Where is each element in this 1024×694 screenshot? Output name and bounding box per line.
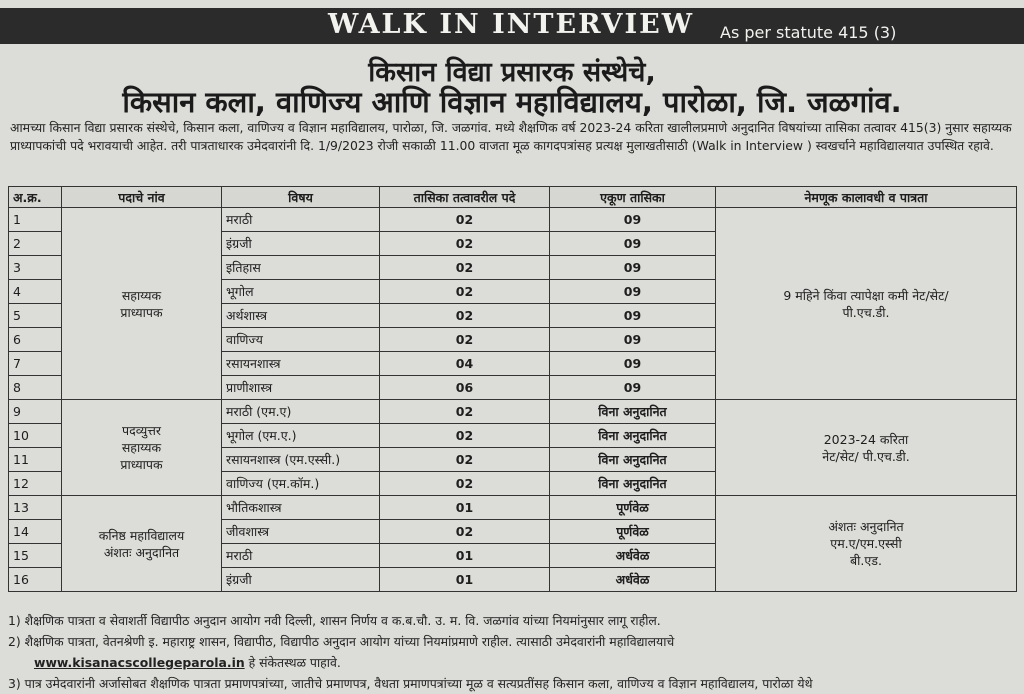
cell-subject: वाणिज्य (एम.कॉम.)	[222, 472, 380, 496]
banner-title: WALK IN INTERVIEW	[328, 9, 695, 40]
cell-subject: इंग्रजी	[222, 232, 380, 256]
header-subject: विषय	[222, 187, 380, 208]
cell-posts: 02	[380, 520, 550, 544]
cell-hours: 09	[550, 376, 716, 400]
cell-serial: 12	[9, 472, 62, 496]
cell-serial: 7	[9, 352, 62, 376]
cell-serial: 14	[9, 520, 62, 544]
cell-serial: 13	[9, 496, 62, 520]
cell-serial: 15	[9, 544, 62, 568]
cell-subject: प्राणीशास्त्र	[222, 376, 380, 400]
cell-post-group3	[62, 496, 222, 592]
cell-hours: 09	[550, 304, 716, 328]
note-2-tail: हे संकेतस्थळ पाहावे.	[248, 655, 341, 670]
cell-posts: 01	[380, 496, 550, 520]
cell-subject: इंग्रजी	[222, 568, 380, 592]
cell-serial: 11	[9, 448, 62, 472]
cell-subject: भौतिकशास्त्र	[222, 496, 380, 520]
note-1: 1) शैक्षणिक पात्रता व सेवाशर्ती विद्यापीठ अनुदान आयोग नवी दिल्ली, शासन निर्णय व क.ब.चौ. उ. म. वि. जळगांव यांच्या नियमांनुसार लागू राहील.	[8, 613, 661, 628]
cell-subject: रसायनशास्त्र	[222, 352, 380, 376]
cell-hours: विना अनुदानित	[550, 424, 716, 448]
cell-serial: 6	[9, 328, 62, 352]
header-hours: एकूण तासिका	[550, 187, 716, 208]
cell-subject: वाणिज्य	[222, 328, 380, 352]
header-serial: अ.क्र.	[9, 187, 62, 208]
post-group2-label: पदव्युत्तर सहाय्यक प्राध्यापक	[120, 423, 163, 472]
cell-serial: 10	[9, 424, 62, 448]
cell-hours: पूर्णवेळ	[550, 520, 716, 544]
cell-hours: विना अनुदानित	[550, 448, 716, 472]
table-row	[9, 208, 1017, 232]
eligibility-group2-label: 2023-24 करिता नेट/सेट/ पी.एच.डी.	[822, 431, 910, 464]
cell-posts: 04	[380, 352, 550, 376]
cell-eligibility-group2	[716, 400, 1017, 496]
header-post: पदाचे नांव	[62, 187, 222, 208]
cell-hours: अर्धवेळ	[550, 544, 716, 568]
cell-subject: मराठी	[222, 208, 380, 232]
cell-posts: 01	[380, 544, 550, 568]
post-group1-label: सहाय्यक प्राध्यापक	[120, 287, 163, 320]
college-website-link[interactable]: www.kisanacscollegeparola.in	[34, 655, 245, 670]
cell-posts: 01	[380, 568, 550, 592]
cell-subject: मराठी (एम.ए)	[222, 400, 380, 424]
table-row	[9, 496, 1017, 520]
cell-subject: अर्थशास्त्र	[222, 304, 380, 328]
cell-serial: 4	[9, 280, 62, 304]
cell-posts: 02	[380, 232, 550, 256]
intro-paragraph: आमच्या किसान विद्या प्रसारक संस्थेचे, किसान कला, वाणिज्य व विज्ञान महाविद्यालय, पारोळा, जि. जळगांव. मध्ये शैक्षणिक वर्ष 2023-24 करिता खालीलप्रमाणे अनुदानित विषयांच्या तासिका तत्वावर 415(3) नुसार सहाय्यक प्राध्यापकांची पदे भरावयाची आहेत. तरी पात्रताधारक उमेदवारांनी दि. 1/9/2023 रोजी सकाळी 11.00 वाजता मूळ कागदपत्रांसह प्रत्यक्ष मुलाखतीसाठी (Walk in Interview ) स्वखर्चाने महाविद्यालयात उपस्थित रहावे.	[10, 120, 1012, 153]
cell-hours: विना अनुदानित	[550, 400, 716, 424]
cell-hours: 09	[550, 232, 716, 256]
banner	[0, 8, 1024, 44]
cell-hours: अर्धवेळ	[550, 568, 716, 592]
cell-posts: 02	[380, 304, 550, 328]
post-group3-label: कनिष्ठ महाविद्यालय अंशतः अनुदानित	[98, 527, 185, 560]
eligibility-group1-label: 9 महिने किंवा त्यापेक्षा कमी नेट/सेट/पी.एच.डी.	[783, 287, 949, 320]
cell-posts: 06	[380, 376, 550, 400]
heading-line2: किसान कला, वाणिज्य आणि विज्ञान महाविद्यालय, पारोळा, जि. जळगांव.	[122, 85, 902, 119]
header-eligibility: नेमणूक कालावधी व पात्रता	[716, 187, 1017, 208]
cell-post-group1	[62, 208, 222, 400]
table-row	[9, 400, 1017, 424]
header-posts: तासिका तत्वावरील पदे	[380, 187, 550, 208]
cell-posts: 02	[380, 424, 550, 448]
cell-serial: 5	[9, 304, 62, 328]
cell-subject: मराठी	[222, 544, 380, 568]
cell-posts: 02	[380, 448, 550, 472]
cell-posts: 02	[380, 280, 550, 304]
cell-eligibility-group3	[716, 496, 1017, 592]
table-header-row	[9, 187, 1017, 208]
note-2-continued	[8, 652, 1018, 673]
heading-line1: किसान विद्या प्रसारक संस्थेचे,	[368, 57, 656, 88]
cell-posts: 02	[380, 208, 550, 232]
cell-hours: पूर्णवेळ	[550, 496, 716, 520]
vacancy-table-wrap	[8, 186, 1017, 592]
cell-hours: विना अनुदानित	[550, 472, 716, 496]
cell-subject: इतिहास	[222, 256, 380, 280]
vacancy-table	[8, 186, 1017, 592]
cell-eligibility-group1	[716, 208, 1017, 400]
cell-posts: 02	[380, 472, 550, 496]
cell-posts: 02	[380, 400, 550, 424]
note-3: 3) पात्र उमेदवारांनी अर्जासोबत शैक्षणिक पात्रता प्रमाणपत्रांच्या, जातीचे प्रमाणपत्र, वैधता प्रमाणपत्रांच्या मूळ व सत्यप्रतींसह किसान कला, वाणिज्य व विज्ञान महाविद्यालय, पारोळा येथे	[8, 676, 813, 691]
cell-subject: रसायनशास्त्र (एम.एस्सी.)	[222, 448, 380, 472]
eligibility-group3-label: अंशतः अनुदानित एम.ए/एम.एस्सी बी.एड.	[828, 519, 904, 568]
cell-posts: 02	[380, 328, 550, 352]
cell-hours: 09	[550, 280, 716, 304]
cell-hours: 09	[550, 352, 716, 376]
note-2: 2) शैक्षणिक पात्रता, वेतनश्रेणी इ. महाराष्ट्र शासन, विद्यापीठ, विद्यापीठ अनुदान आयोग यांच्या नियमांप्रमाणे राहील. त्यासाठी उमेदवारांनी महाविद्यालयाचे	[8, 634, 675, 649]
cell-hours: 09	[550, 256, 716, 280]
cell-subject: भूगोल (एम.ए.)	[222, 424, 380, 448]
cell-serial: 1	[9, 208, 62, 232]
notes	[8, 610, 1018, 694]
cell-subject: जीवशास्त्र	[222, 520, 380, 544]
cell-hours: 09	[550, 328, 716, 352]
cell-subject: भूगोल	[222, 280, 380, 304]
cell-hours: 09	[550, 208, 716, 232]
cell-serial: 2	[9, 232, 62, 256]
cell-post-group2	[62, 400, 222, 496]
cell-posts: 02	[380, 256, 550, 280]
cell-serial: 3	[9, 256, 62, 280]
banner-subtitle: As per statute 415 (3)	[720, 23, 897, 42]
cell-serial: 9	[9, 400, 62, 424]
cell-serial: 8	[9, 376, 62, 400]
cell-serial: 16	[9, 568, 62, 592]
